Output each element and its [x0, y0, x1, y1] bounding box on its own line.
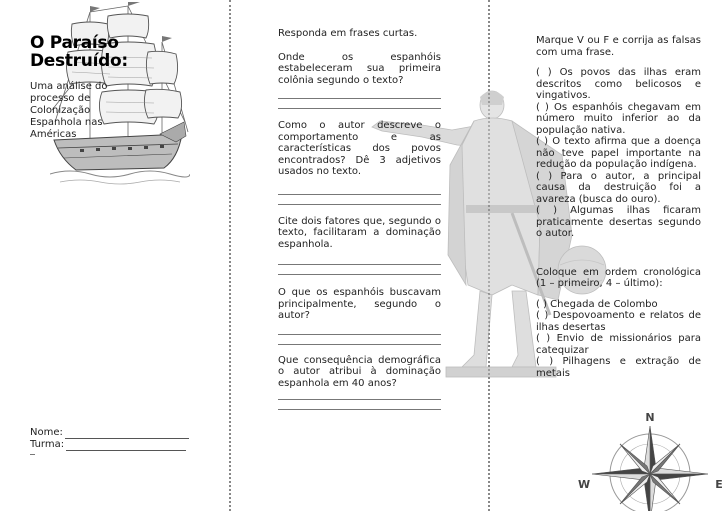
cover-subtitle-line: Colonização [30, 105, 91, 116]
true-false-item[interactable]: ( ) O texto afirma que a doença não teve papel importante na redução da população indígena. [536, 136, 701, 170]
answer-line[interactable] [278, 108, 441, 109]
compass-west-label: W [578, 478, 591, 491]
answer-line[interactable] [278, 204, 441, 205]
answer-line[interactable] [278, 264, 441, 265]
answer-line[interactable] [278, 409, 441, 410]
question-1: Onde os espanhóis estabeleceram sua primeira colônia segundo o texto? [278, 51, 441, 86]
compass-north-label: N [645, 411, 655, 424]
exercises-panel [536, 35, 701, 379]
chronological-item[interactable]: ( ) Pilhagens e extração de metais [536, 356, 701, 379]
chronological-item[interactable]: ( ) Despovoamento e relatos de ilhas desertas [536, 310, 701, 333]
answer-line[interactable] [278, 194, 441, 195]
true-false-instruction: Marque V ou F e corrija as falsas com uma frase. [536, 35, 701, 58]
cover-title-line1: O Paraíso [30, 33, 119, 53]
name-label: Nome: [30, 427, 63, 438]
compass-east-label: E [715, 478, 723, 491]
cover-subtitle-line: Américas [30, 129, 77, 140]
cover-title-line2: Destruído: [30, 51, 128, 71]
chronological-item[interactable]: ( ) Envio de missionários para catequizar [536, 333, 701, 356]
name-field[interactable] [65, 429, 189, 439]
fold-line-left [229, 0, 231, 511]
cover-title [30, 34, 128, 70]
separator-dash [30, 454, 35, 455]
class-field-row [30, 439, 189, 451]
cover-subtitle-line: processo de [30, 93, 91, 104]
true-false-item[interactable]: ( ) Os espanhóis chegavam em número muito inferior ao da população nativa. [536, 101, 701, 136]
cover-subtitle-line: Uma análise do [30, 81, 108, 92]
name-field-row [30, 427, 189, 439]
answer-line[interactable] [278, 274, 441, 275]
question-3: Cite dois fatores que, segundo o texto, facilitaram a dominação espanhola. [278, 215, 441, 250]
compass-rose-icon [578, 410, 726, 511]
answer-line[interactable] [278, 399, 441, 400]
student-info-fields [30, 427, 189, 451]
true-false-item[interactable]: ( ) Os povos das ilhas eram descritos como belicosos e vingativos. [536, 67, 701, 101]
class-label: Turma: [30, 439, 65, 450]
questions-instruction: Responda em frases curtas. [278, 28, 418, 39]
chronological-item[interactable]: ( ) Chegada de Colombo [536, 298, 658, 310]
chronological-instruction: Coloque em ordem cronológica (1 – primeiro, 4 – último): [536, 266, 701, 289]
answer-line[interactable] [278, 334, 441, 335]
class-field[interactable] [66, 441, 186, 451]
question-4: O que os espanhóis buscavam principalmente, segundo o autor? [278, 287, 441, 321]
answer-line[interactable] [278, 344, 441, 345]
true-false-item[interactable]: ( ) Algumas ilhas ficaram praticamente desertas segundo o autor. [536, 205, 701, 239]
true-false-item[interactable]: ( ) Para o autor, a principal causa da destruição foi a avareza (busca do ouro). [536, 170, 701, 205]
cover-subtitle-line: Espanhola nas [30, 117, 103, 128]
answer-line[interactable] [278, 98, 441, 99]
questions-panel [278, 28, 441, 410]
question-2: Como o autor descreve o comportamento e as características dos povos encontrados? Dê 3 adjetivos usados no texto. [278, 120, 441, 177]
question-5: Que consequência demográfica o autor atribui à dominação espanhola em 40 anos? [278, 354, 441, 389]
cover-subtitle [30, 81, 110, 141]
